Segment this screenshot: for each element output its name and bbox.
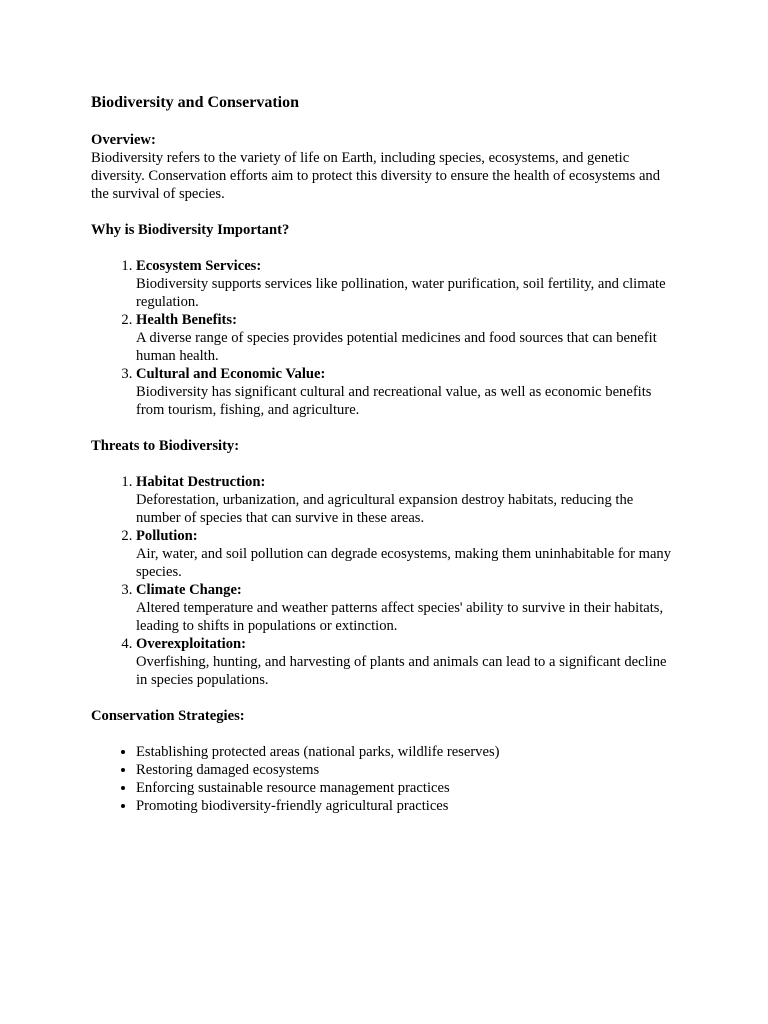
- overview-text: Biodiversity refers to the variety of life on Earth, including species, ecosystems, and genetic diversity. Conservation efforts aim to protect this diversity to ensure the health of ecosystems and the survival of species.: [91, 150, 661, 202]
- importance-section: [91, 221, 680, 419]
- list-item-text: Air, water, and soil pollution can degrade ecosystems, making them uninhabitable for many species.: [136, 546, 672, 580]
- list-item: [136, 311, 680, 365]
- list-item: • Enforcing sustainable resource management practices: [136, 779, 680, 797]
- list-item-title: 3. Cultural and Economic Value:: [136, 366, 326, 382]
- strategies-list: [91, 743, 680, 815]
- threats-section: [91, 437, 680, 689]
- list-item: • Establishing protected areas (national parks, wildlife reserves): [136, 743, 680, 761]
- list-item: [136, 527, 680, 581]
- list-item-title: 3. Climate Change:: [136, 582, 242, 598]
- list-item: [136, 581, 680, 635]
- list-item-title: 2. Health Benefits:: [136, 312, 237, 328]
- importance-heading: Why is Biodiversity Important?: [91, 222, 290, 238]
- list-item-text: Overfishing, hunting, and harvesting of plants and animals can lead to a significant decline in species populations.: [136, 654, 667, 688]
- list-item-text: Biodiversity has significant cultural and recreational value, as well as economic benefits from tourism, fishing, and agriculture.: [136, 384, 652, 418]
- strategies-heading: Conservation Strategies:: [91, 708, 245, 724]
- list-item: [136, 365, 680, 419]
- list-item: • Promoting biodiversity-friendly agricultural practices: [136, 797, 680, 815]
- list-item-text: Altered temperature and weather patterns affect species' ability to survive in their habitats, leading to shifts in populations or extinction.: [136, 600, 664, 634]
- importance-list: [91, 257, 680, 419]
- list-item-title: 4. Overexploitation:: [136, 636, 246, 652]
- list-item: • Restoring damaged ecosystems: [136, 761, 680, 779]
- threats-list: [91, 473, 680, 689]
- list-item-text: Deforestation, urbanization, and agricultural expansion destroy habitats, reducing the number of species that can survive in these areas.: [136, 492, 634, 526]
- list-item-text: A diverse range of species provides potential medicines and food sources that can benefit human health.: [136, 330, 657, 364]
- list-item-title: 2. Pollution:: [136, 528, 198, 544]
- list-item-title: 1. Habitat Destruction:: [136, 474, 266, 490]
- list-item: [136, 473, 680, 527]
- list-item-text: Biodiversity supports services like pollination, water purification, soil fertility, and climate regulation.: [136, 276, 666, 310]
- strategies-section: [91, 707, 680, 815]
- document-title: Biodiversity and Conservation: [91, 94, 300, 111]
- list-item-title: 1. Ecosystem Services:: [136, 258, 262, 274]
- overview-section: [91, 131, 680, 203]
- overview-heading: Overview:: [91, 132, 156, 148]
- list-item: [136, 257, 680, 311]
- threats-heading: Threats to Biodiversity:: [91, 438, 240, 454]
- list-item: [136, 635, 680, 689]
